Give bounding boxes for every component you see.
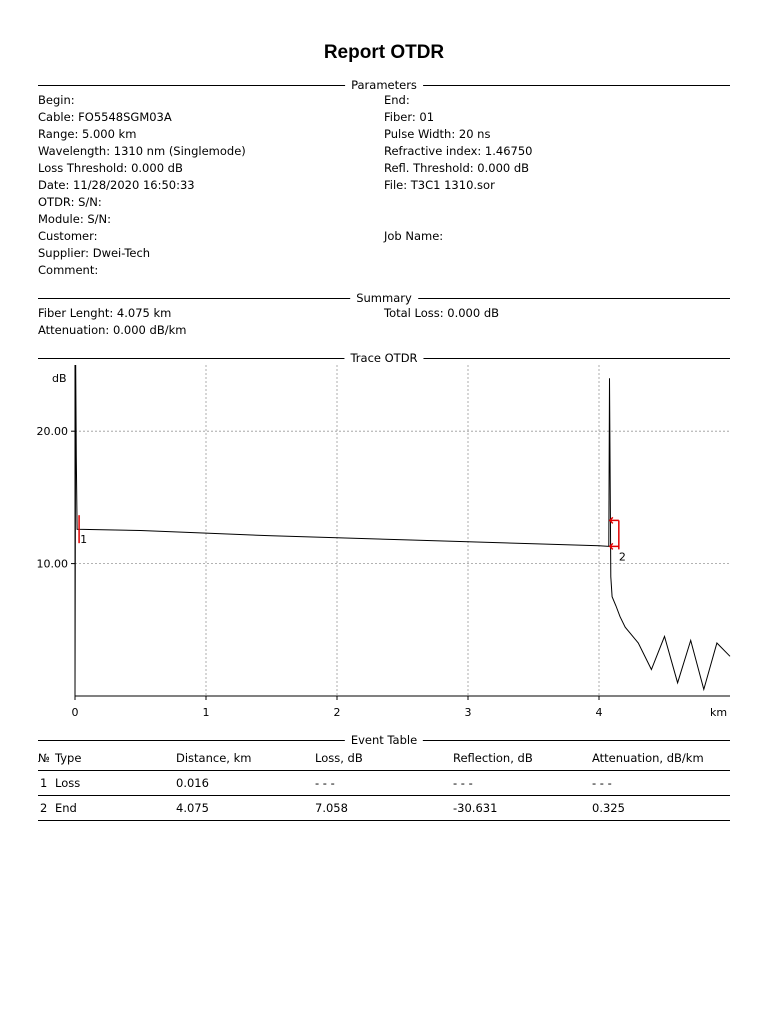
table-row	[38, 771, 730, 796]
otdr-trace-chart	[0, 360, 768, 728]
event-label: 2	[618, 550, 626, 564]
param-job-name: Job Name:	[384, 229, 444, 243]
event-marker-arrow	[610, 543, 619, 549]
col-header-number: №	[38, 746, 55, 771]
event-type: End	[55, 796, 176, 821]
param-file: File: T3C1 1310.sor	[384, 178, 495, 192]
event-attenuation: - - -	[592, 771, 730, 796]
event-distance: 4.075	[176, 796, 315, 821]
y-tick-label: 10.00	[36, 557, 68, 571]
event-table-header-row	[38, 746, 730, 771]
event-reflection: - - -	[453, 771, 592, 796]
param-pulse-width: Pulse Width: 20 ns	[384, 127, 491, 141]
summary-right-column	[384, 305, 499, 322]
param-range: Range: 5.000 km	[38, 127, 137, 141]
summary-attenuation: Attenuation: 0.000 dB/km	[38, 323, 187, 337]
param-comment: Comment:	[38, 263, 99, 277]
param-fiber: Fiber: 01	[384, 110, 435, 124]
event-distance: 0.016	[176, 771, 315, 796]
param-supplier: Supplier: Dwei-Tech	[38, 246, 151, 260]
x-tick-label: 4	[595, 706, 603, 719]
parameters-right-column	[384, 92, 532, 245]
event-attenuation: 0.325	[592, 796, 730, 821]
report-title: Report OTDR	[323, 42, 445, 63]
param-refl-threshold: Refl. Threshold: 0.000 dB	[384, 161, 530, 175]
param-wavelength: Wavelength: 1310 nm (Singlemode)	[38, 144, 246, 158]
param-customer: Customer:	[38, 229, 98, 243]
x-axis-label: km	[710, 706, 728, 719]
event-number: 1	[38, 771, 55, 796]
param-module: Module: S/N:	[38, 212, 111, 226]
col-header-loss: Loss, dB	[315, 746, 453, 771]
summary-section-header	[38, 291, 730, 305]
param-end: End:	[384, 93, 410, 107]
param-begin: Begin:	[38, 93, 75, 107]
param-loss-threshold: Loss Threshold: 0.000 dB	[38, 161, 183, 175]
trace-label: Trace OTDR	[344, 351, 423, 365]
event-marker-arrow	[610, 517, 619, 523]
event-loss: - - -	[315, 771, 453, 796]
y-axis-label: dB	[52, 372, 67, 385]
event-loss: 7.058	[315, 796, 453, 821]
parameters-section-header	[38, 78, 730, 92]
y-tick-label: 20.00	[36, 425, 68, 439]
event-type: Loss	[55, 771, 176, 796]
table-row	[38, 796, 730, 821]
parameters-left-column	[38, 92, 246, 279]
x-tick-label: 2	[333, 706, 341, 719]
param-otdr: OTDR: S/N:	[38, 195, 102, 209]
parameters-label: Parameters	[345, 78, 423, 92]
param-date: Date: 11/28/2020 16:50:33	[38, 178, 195, 192]
x-tick-label: 1	[202, 706, 210, 719]
event-reflection: -30.631	[453, 796, 592, 821]
events-label: Event Table	[345, 733, 423, 747]
summary-label: Summary	[350, 291, 418, 305]
event-number: 2	[38, 796, 55, 821]
summary-total-loss: Total Loss: 0.000 dB	[384, 306, 500, 320]
x-tick-label: 0	[71, 706, 79, 719]
event-label: 1	[80, 533, 88, 547]
events-section-header	[38, 733, 730, 747]
event-table	[38, 746, 730, 821]
col-header-attenuation: Attenuation, dB/km	[592, 746, 730, 771]
x-tick-label: 3	[464, 706, 472, 719]
summary-left-column	[38, 305, 186, 339]
col-header-distance: Distance, km	[176, 746, 315, 771]
param-empty-1	[384, 194, 532, 211]
col-header-type: Type	[55, 746, 176, 771]
col-header-reflection: Reflection, dB	[453, 746, 592, 771]
param-refractive-index: Refractive index: 1.46750	[384, 144, 533, 158]
param-cable: Cable: FO5548SGM03A	[38, 110, 172, 124]
param-empty-2	[384, 211, 532, 228]
trace-line	[75, 365, 730, 696]
summary-fiber-length: Fiber Lenght: 4.075 km	[38, 306, 172, 320]
